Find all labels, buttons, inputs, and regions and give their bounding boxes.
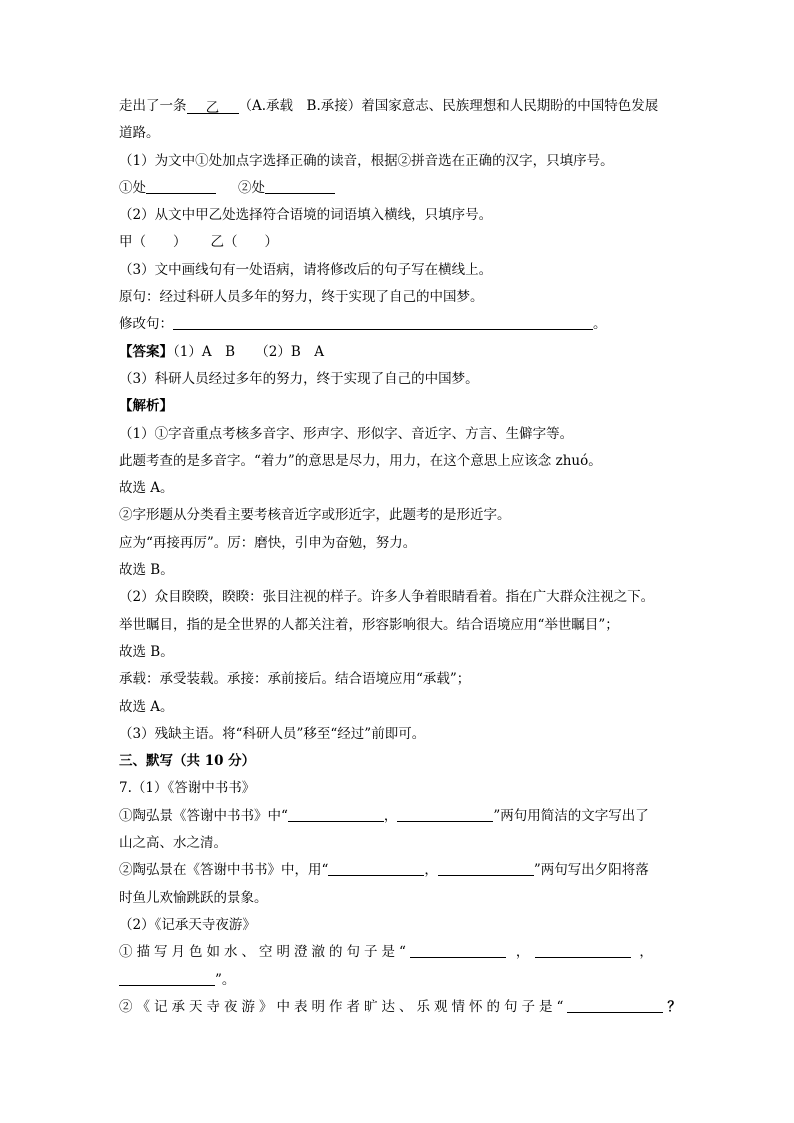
text: ”两句用简洁的文字写出了 — [493, 807, 649, 824]
text: ， — [424, 862, 438, 879]
answer-blank[interactable] — [535, 941, 631, 958]
text: 此题考查的是多音字。“着力”的意思是尽力，用力，在这个意思上应该念 zhuó。 — [119, 452, 602, 469]
answer-blank[interactable] — [397, 805, 493, 822]
question-1-blanks — [119, 175, 677, 202]
answer-blank[interactable] — [173, 313, 593, 330]
text: ①处 — [119, 179, 146, 196]
question-7-3 — [119, 939, 677, 966]
question-1 — [119, 148, 677, 175]
question-7-2 — [119, 857, 677, 884]
original-sentence — [119, 284, 677, 311]
question-7-1 — [119, 803, 677, 830]
text: （3）残缺主语。将“科研人员”移至“经过”前即可。 — [119, 725, 426, 742]
answer-tag: 【答案】 — [119, 343, 173, 360]
question-2 — [119, 202, 677, 229]
text: （2）《记承天寺夜游》 — [119, 916, 256, 933]
analysis-line — [119, 612, 677, 639]
text: 故选 A。 — [119, 480, 174, 497]
answer-blank[interactable] — [567, 996, 663, 1013]
text: ②陶弘景在《答谢中书书》中，用“ — [119, 862, 329, 879]
text: （2）从文中甲乙处选择符合语境的词语填入横线，只填序号。 — [119, 207, 493, 224]
text: （A.承载 B.承接）着国家意志、民族理想和人民期盼的中国特色发展 — [238, 98, 659, 114]
text: ， — [515, 944, 530, 961]
text: 举世瞩目，指的是全世界的人都关注着，形容影响很大。结合语境应用“举世瞩目”； — [119, 616, 619, 633]
section-heading — [119, 748, 677, 775]
text: 故选 A。 — [119, 698, 174, 715]
text: ？ — [667, 998, 681, 1015]
text: 原句：经过科研人员多年的努力，终于实现了自己的中国梦。 — [119, 289, 484, 306]
blank-answer-text: 乙 — [205, 100, 220, 116]
text: （1）A B （2）B A — [173, 343, 325, 360]
text: 道路。 — [119, 125, 160, 142]
text: ②处 — [238, 179, 265, 196]
text-line — [119, 967, 677, 994]
question-7 — [119, 775, 677, 802]
analysis-tag: 【解析】 — [119, 398, 173, 415]
analysis-line — [119, 557, 677, 584]
text: ②《记承天寺夜游》中表明作者旷达、乐观情怀的句子是“ — [119, 998, 568, 1015]
question-7-subtitle — [119, 912, 677, 939]
answer-blank[interactable] — [119, 969, 215, 986]
text-line — [119, 93, 677, 120]
question-7-4 — [119, 994, 681, 1021]
analysis-line — [119, 448, 677, 475]
text: （2）众目睽睽，睽睽：张目注视的样子。许多人争着眼睛看着。指在广大群众注视之下。 — [119, 589, 655, 606]
text: （1）①字音重点考核多音字、形声字、形似字、音近字、方言、生僻字等。 — [119, 425, 574, 442]
answer-blank[interactable] — [265, 177, 335, 194]
document-page — [119, 93, 681, 1021]
text: （3）文中画线句有一处语病，请将修改后的句子写在横线上。 — [119, 261, 493, 278]
text: ①陶弘景《答谢中书书》中“ — [119, 807, 288, 824]
text: 甲（ ） — [119, 234, 187, 251]
analysis-line — [119, 530, 677, 557]
analysis-line — [119, 584, 677, 611]
answer-blank[interactable] — [410, 941, 506, 958]
analysis-line — [119, 666, 677, 693]
text: ， — [383, 807, 398, 824]
text: 走出了一条 — [119, 98, 187, 114]
answer-line — [119, 339, 677, 366]
text: ②字形题从分类看主要考核音近字或形近字，此题考的是形近字。 — [119, 507, 511, 524]
analysis-line — [119, 639, 677, 666]
text: 乙（ ） — [210, 234, 278, 251]
text: 修改句： — [119, 316, 173, 333]
analysis-line — [119, 421, 677, 448]
section-title: 三、默写（共 10 分） — [119, 753, 256, 770]
text: （3）科研人员经过多年的努力，终于实现了自己的中国梦。 — [119, 370, 479, 387]
text-line — [119, 120, 677, 147]
text: 故选 B。 — [119, 562, 174, 579]
answer-line — [119, 366, 677, 393]
answer-blank[interactable] — [328, 859, 424, 876]
text: ①描写月色如水、空明澄澈的句子是“ — [119, 944, 410, 961]
text: 应为“再接再厉”。厉：磨快，引申为奋勉，努力。 — [119, 534, 417, 551]
question-2-blanks — [119, 229, 677, 256]
text: 山之高、水之清。 — [119, 835, 227, 852]
text: （1）为文中①处加点字选择正确的读音，根据②拼音选在正确的汉字，只填序号。 — [119, 152, 614, 169]
text-line — [119, 885, 677, 912]
analysis-line — [119, 721, 677, 748]
analysis-line — [119, 502, 677, 529]
text: 承载：承受装载。承接：承前接后。结合语境应用“承载”； — [119, 671, 471, 688]
answer-blank[interactable] — [146, 177, 216, 194]
question-3 — [119, 257, 677, 284]
text: 时鱼儿欢愉跳跃的景象。 — [119, 889, 268, 906]
revised-sentence — [119, 311, 677, 338]
text: ， — [639, 944, 653, 961]
text-line — [119, 830, 677, 857]
fill-blank-answer[interactable] — [187, 95, 239, 114]
answer-blank[interactable] — [438, 859, 534, 876]
text: ”。 — [215, 971, 236, 988]
analysis-line — [119, 694, 677, 721]
analysis-line — [119, 475, 677, 502]
text: 故选 B。 — [119, 643, 174, 660]
answer-blank[interactable] — [288, 805, 384, 822]
analysis-tag-line — [119, 393, 677, 420]
text: 7.（1）《答谢中书书》 — [119, 780, 256, 797]
text: 。 — [593, 316, 607, 333]
text: ”两句写出夕阳将落 — [533, 862, 649, 879]
